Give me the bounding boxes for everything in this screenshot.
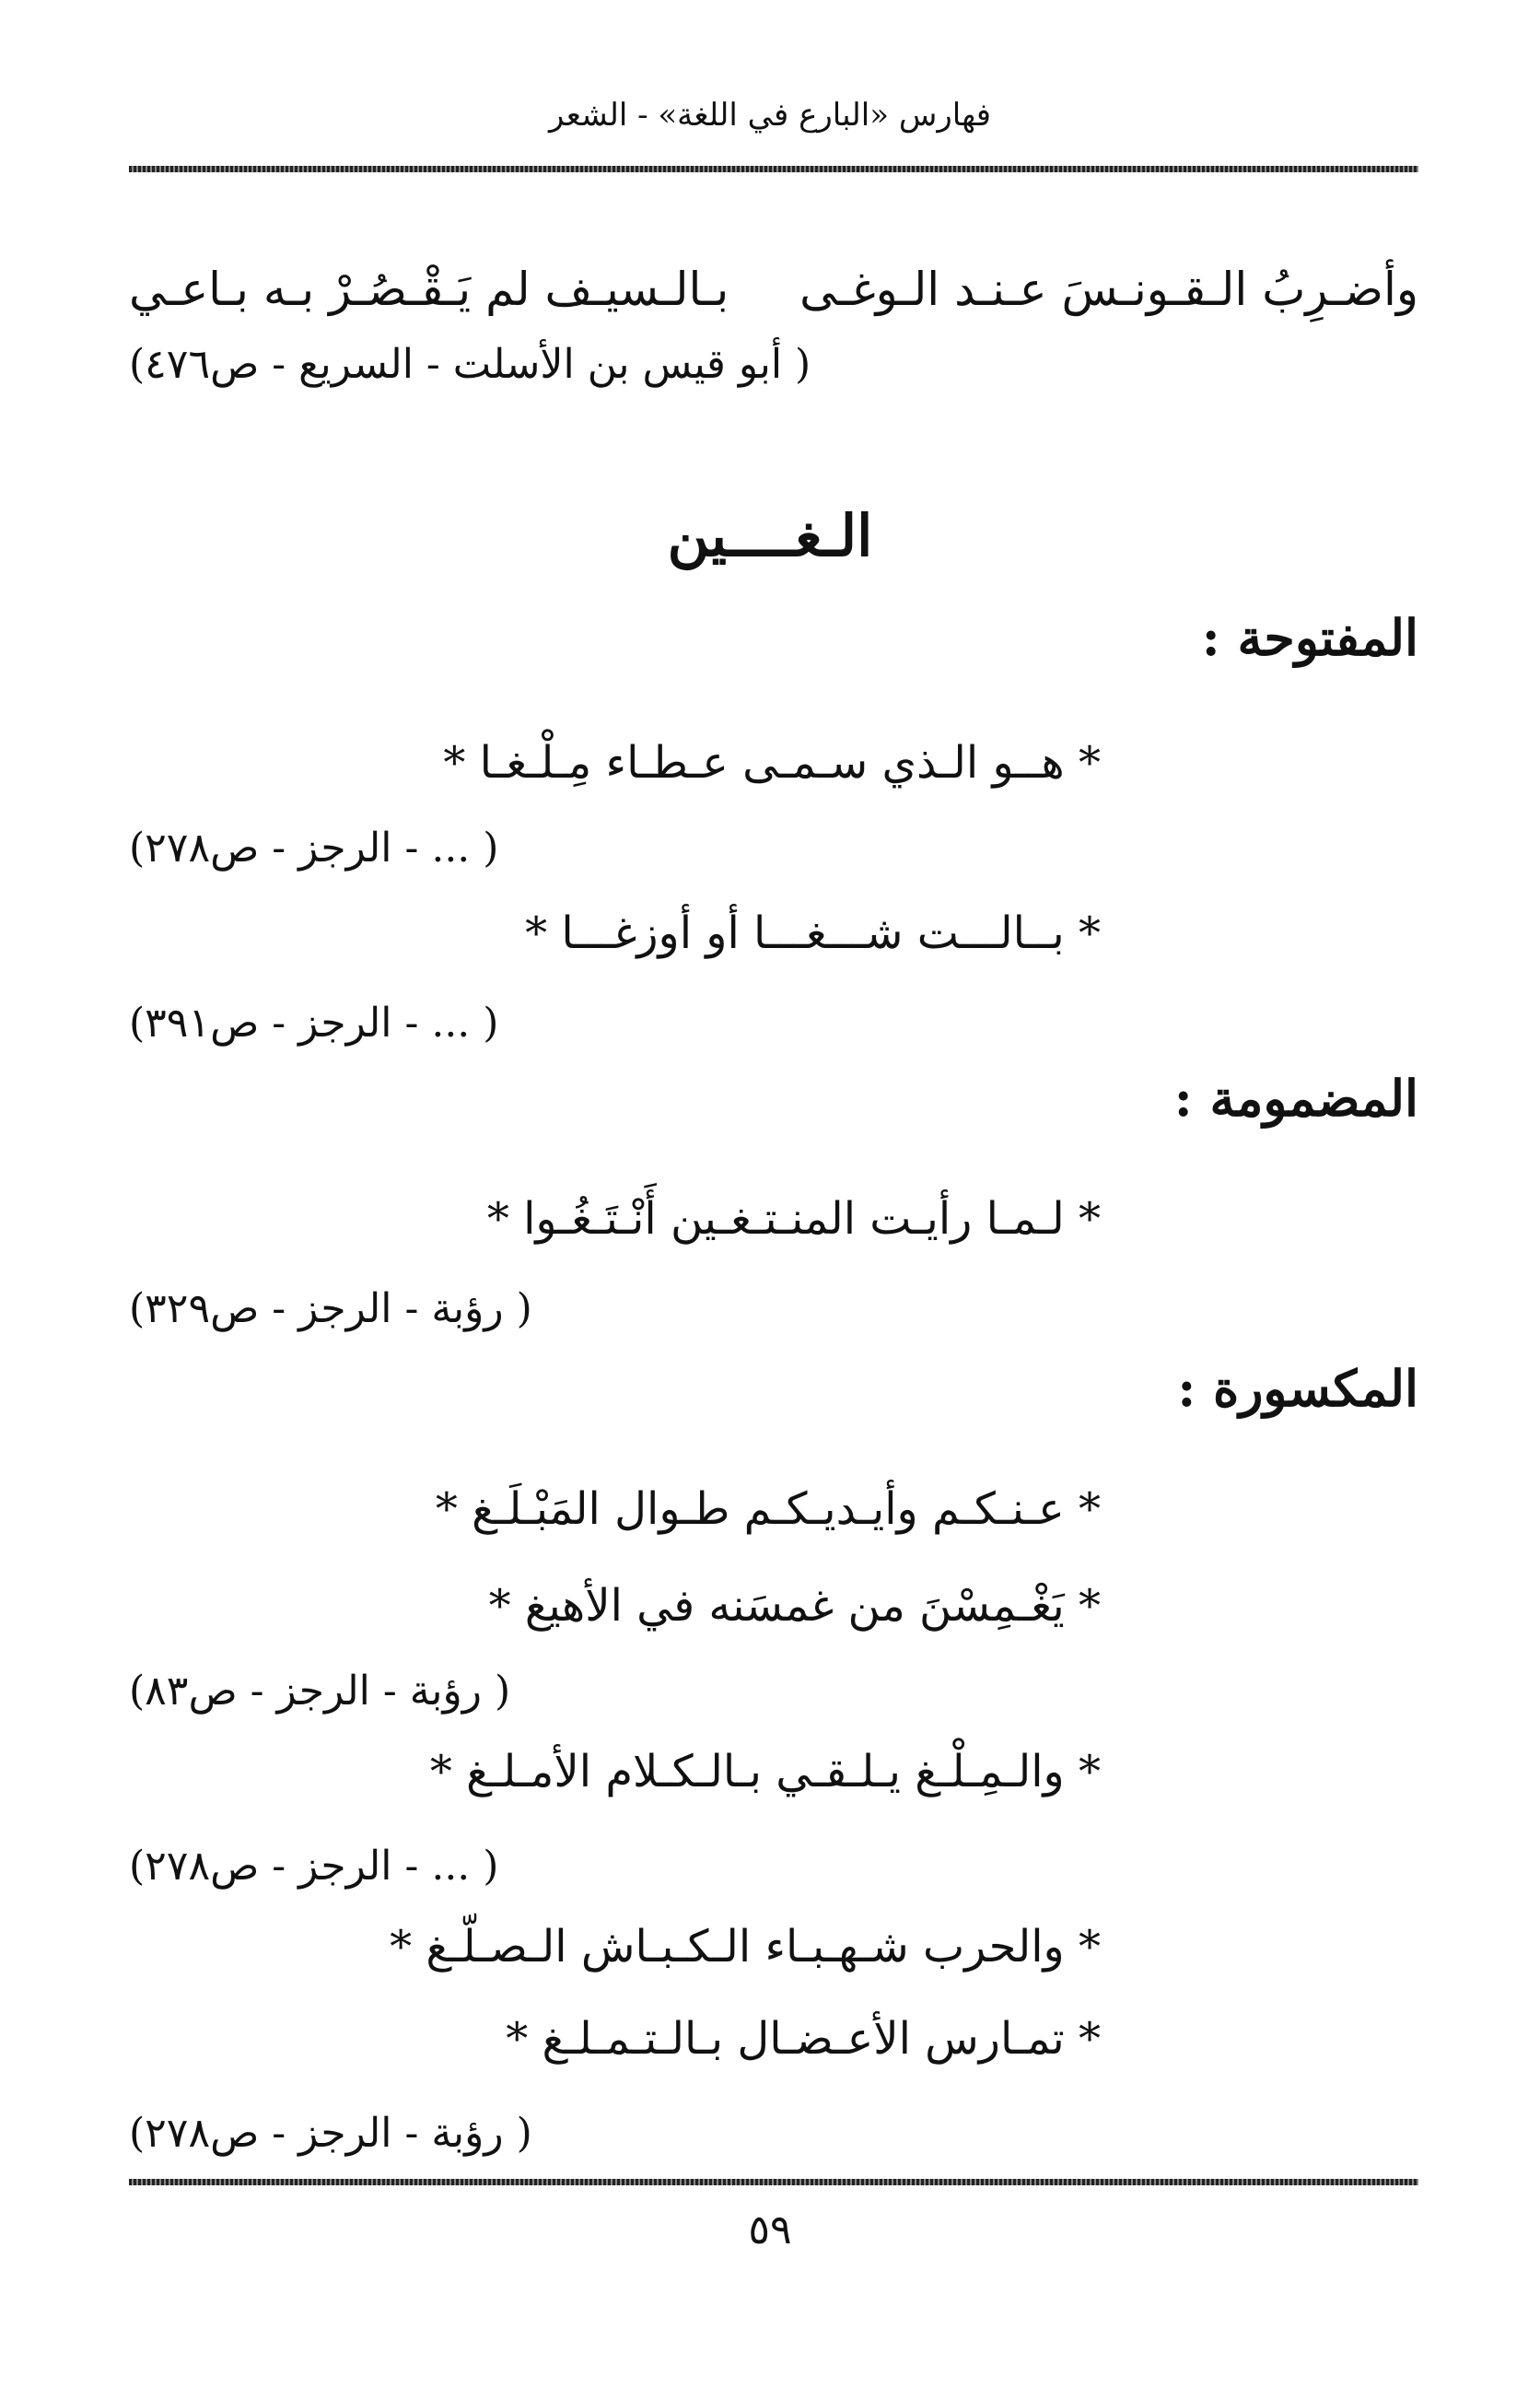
verse-citation: ( ... - الرجز - ص٢٧٨)	[129, 825, 499, 872]
footer-rule	[129, 2179, 1418, 2185]
page-number: ٥٩	[748, 2207, 792, 2253]
verse-line: * هــو الـذي سـمـى عـطـاء مِـلْـغـا *	[443, 737, 1101, 789]
subheading-maksura: المكسورة :	[1177, 1359, 1418, 1418]
verse-line: * تمـارس الأعـضـال بـالـتـمـلـغ *	[506, 2013, 1101, 2065]
verse-citation: ( ... - الرجز - ص٣٩١)	[129, 1000, 499, 1047]
subheading-maftuha: المفتوحة :	[1201, 608, 1418, 667]
verse-line: * والحرب شـهـبـاء الـكـبـاش الـصـلّـغ *	[390, 1921, 1101, 1972]
verse-citation: ( رؤبة - الرجز - ص٨٣)	[129, 1668, 511, 1715]
top-verse-first-hemistich: وأضـرِبُ الـقـونـسَ عـنـد الـوغـى	[799, 263, 1418, 316]
top-verse-second-hemistich: بـالـسيـف لم يَـقْـصُـرْ بـه بـاعـي	[129, 263, 729, 316]
top-verse-citation: ( أبو قيس بن الأسلت - السريع - ص٤٧٦)	[129, 341, 811, 388]
verse-citation: ( رؤبة - الرجز - ص٣٢٩)	[129, 1285, 532, 1332]
verse-citation: ( ... - الرجز - ص٢٧٨)	[129, 1843, 499, 1890]
verse-line: * يَغْـمِسْنَ من غمسَنه في الأهيغ *	[488, 1580, 1101, 1632]
running-header: فهارس «البارع في اللغة» - الشعر	[548, 97, 992, 134]
subheading-madmuma: المضمومة :	[1173, 1069, 1418, 1128]
header-rule	[129, 166, 1418, 172]
section-title: الـغــــين	[667, 502, 873, 569]
verse-line: * والـمِـلْـغ يـلـقـي بـالـكـلام الأمـلـغ *	[429, 1746, 1101, 1797]
verse-line: * لـمـا رأيـت المنـتـغـين أَنْـتَـغُـوا *	[486, 1193, 1101, 1245]
verse-citation: ( رؤبة - الرجز - ص٢٧٨)	[129, 2110, 532, 2157]
verse-line: * عـنـكـم وأيـديـكـم طـوال المَبْـلَـغ *	[435, 1483, 1101, 1535]
verse-line: * بــالـــت شـــغـــا أو أوزغـــا *	[525, 907, 1101, 959]
